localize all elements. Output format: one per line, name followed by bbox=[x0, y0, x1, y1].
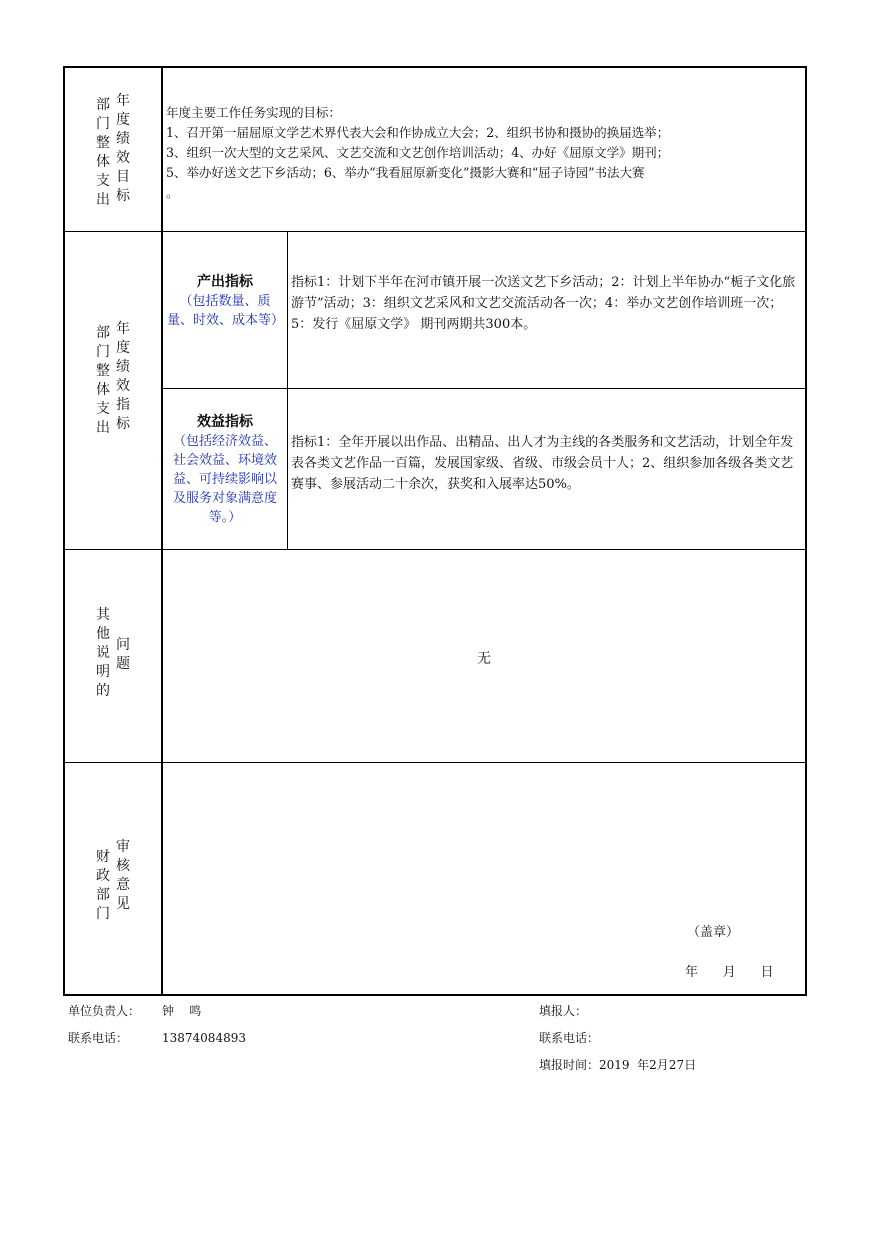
label-char: 出 bbox=[96, 192, 110, 208]
label-char: 体 bbox=[96, 382, 110, 398]
finance-label-col1 bbox=[96, 848, 110, 924]
other-label-col1 bbox=[96, 606, 110, 701]
label-char: 年 bbox=[116, 93, 130, 109]
label-char: 支 bbox=[96, 401, 110, 417]
label-char: 见 bbox=[116, 896, 130, 912]
row-divider-other bbox=[65, 762, 805, 763]
filler-phone-label: 联系电话： bbox=[539, 1031, 600, 1045]
label-char: 绩 bbox=[116, 131, 130, 147]
label-char: 门 bbox=[96, 116, 110, 132]
output-indicator-content: 指标1：计划下半年在河市镇开展一次送文艺下乡活动；2：计划上半年协办“栀子文化旅游节”活动；3：组织文艺采风和文艺交流活动各一次；4：举办文艺创作培训班一次； 5：发行《屈原文学》 期刊两期共300本。 bbox=[291, 275, 796, 332]
label-char: 明 bbox=[96, 664, 110, 680]
label-char: 题 bbox=[116, 656, 130, 672]
label-char: 年 bbox=[116, 321, 130, 337]
label-char: 出 bbox=[96, 420, 110, 436]
finance-label-col2 bbox=[116, 838, 130, 914]
indicators-label-col2 bbox=[116, 320, 130, 434]
label-char: 绩 bbox=[116, 359, 130, 375]
label-char: 标 bbox=[116, 416, 130, 432]
row-divider-goals bbox=[65, 231, 805, 232]
label-char: 的 bbox=[96, 683, 110, 699]
leader-name: 钟 鸣 bbox=[162, 1004, 202, 1018]
indicator-column-divider bbox=[287, 231, 288, 549]
finance-row-label bbox=[65, 838, 161, 938]
label-char: 他 bbox=[96, 626, 110, 642]
label-char: 核 bbox=[116, 858, 130, 874]
label-char: 意 bbox=[116, 877, 130, 893]
indicators-row-label bbox=[65, 320, 161, 450]
other-row-label bbox=[65, 606, 161, 716]
row-divider-indicators bbox=[65, 549, 805, 550]
output-indicator-title: 产出指标 bbox=[197, 274, 253, 290]
benefit-indicator-label bbox=[167, 413, 283, 527]
label-char: 部 bbox=[96, 325, 110, 341]
label-char: 部 bbox=[96, 97, 110, 113]
filler-label: 填报人： bbox=[539, 1004, 588, 1018]
leader-label: 单位负责人： bbox=[68, 1004, 141, 1018]
label-char: 政 bbox=[96, 868, 110, 884]
label-char: 门 bbox=[96, 906, 110, 922]
label-char: 度 bbox=[116, 112, 130, 128]
goals-row-label bbox=[65, 92, 161, 222]
label-char: 体 bbox=[96, 154, 110, 170]
indicators-label-col1 bbox=[96, 324, 110, 438]
label-char: 整 bbox=[96, 135, 110, 151]
row-divider-output bbox=[162, 388, 805, 389]
goals-label-col2 bbox=[116, 92, 130, 206]
other-label-col2 bbox=[116, 636, 130, 674]
label-char: 支 bbox=[96, 173, 110, 189]
stamp-text: （盖章） bbox=[687, 925, 740, 940]
other-issues-content: 无 bbox=[477, 651, 491, 667]
label-char: 效 bbox=[116, 378, 130, 394]
label-char: 指 bbox=[116, 397, 130, 413]
label-char: 问 bbox=[116, 637, 130, 653]
label-char: 整 bbox=[96, 363, 110, 379]
review-date: 年 月 日 bbox=[685, 965, 774, 980]
performance-form-table bbox=[63, 66, 807, 996]
label-char: 部 bbox=[96, 887, 110, 903]
label-char: 度 bbox=[116, 340, 130, 356]
label-char: 审 bbox=[116, 839, 130, 855]
leader-phone: 13874084893 bbox=[162, 1031, 246, 1045]
label-char: 其 bbox=[96, 607, 110, 623]
label-char: 目 bbox=[116, 169, 130, 185]
fill-time: 填报时间：2019 年2月27日 bbox=[539, 1058, 697, 1072]
benefit-indicator-note: （包括经济效益、社会效益、环境效益、可持续影响以及服务对象满意度等。） bbox=[172, 434, 277, 525]
output-indicator-note: （包括数量、质量、时效、成本等） bbox=[167, 294, 285, 328]
label-char: 门 bbox=[96, 344, 110, 360]
benefit-indicator-title: 效益指标 bbox=[197, 414, 253, 430]
label-char: 标 bbox=[116, 188, 130, 204]
label-char: 效 bbox=[116, 150, 130, 166]
leader-phone-label: 联系电话： bbox=[68, 1031, 129, 1045]
output-indicator-label bbox=[167, 273, 283, 330]
label-char: 财 bbox=[96, 849, 110, 865]
label-char: 说 bbox=[96, 645, 110, 661]
goals-content: 年度主要工作任务实现的目标： 1、召开第一届屈原文学艺术界代表大会和作协成立大会；2、组织书协和摄协的换届选举； 3、组织一次大型的文艺采风、文艺交流和文艺创作培训活动；4、办好《屈原文学》期刊； 5、举办好送文艺下乡活动；6、举办“我看屈原新变化”摄影大赛和“屈子诗园”书法大赛 。 bbox=[166, 105, 670, 200]
goals-label-col1 bbox=[96, 96, 110, 210]
label-column-divider bbox=[161, 68, 163, 994]
benefit-indicator-content: 指标1：全年开展以出作品、出精品、出人才为主线的各类服务和文艺活动，计划全年发表各类文艺作品一百篇，发展国家级、省级、市级会员十人；2、组织参加各级各类文艺赛事、参展活动二十余次，获奖和入展率达50%。 bbox=[291, 435, 794, 492]
